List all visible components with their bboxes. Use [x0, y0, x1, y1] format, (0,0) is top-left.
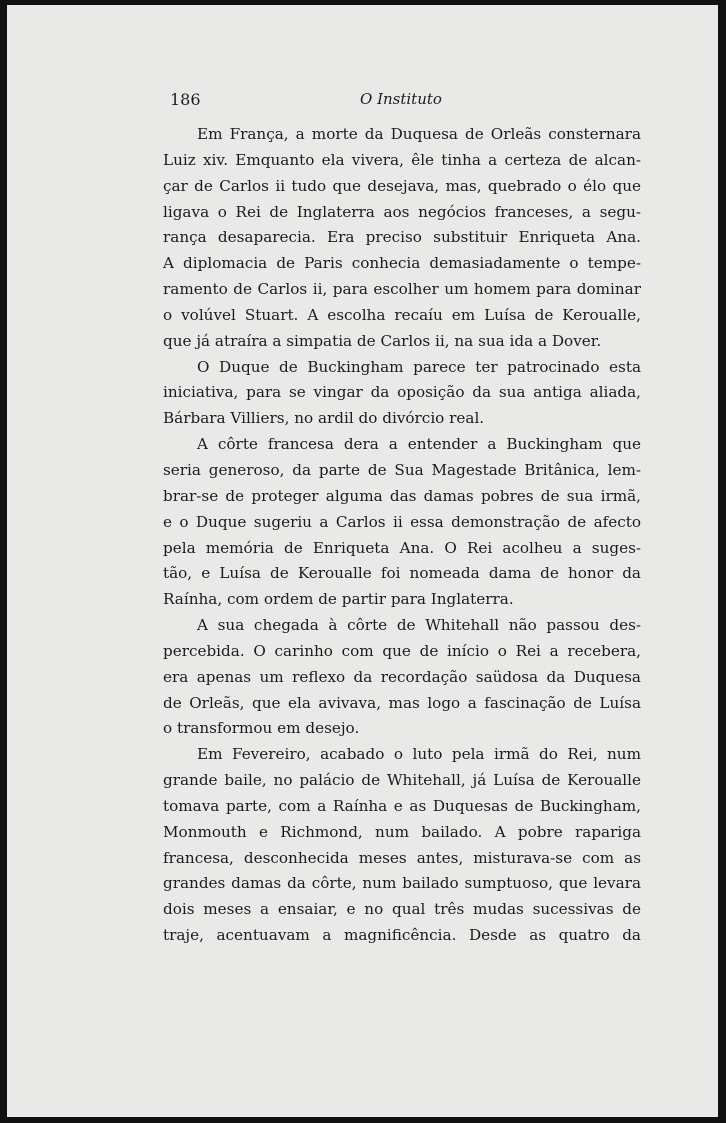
text-line: pela memória de Enriqueta Ana. O Rei acolheu a suges-	[163, 538, 641, 557]
text-line: Em França, a morte da Duquesa de Orleãs consternara	[197, 125, 641, 143]
text-line: o transformou em desejo.	[163, 719, 360, 738]
text-line: seria generoso, da parte de Sua Magestade Britânica, lem-	[163, 460, 641, 479]
text-line: tomava parte, com a Raínha e as Duquesas de Buckingham,	[163, 796, 641, 815]
text-line: A sua chegada à côrte de Whitehall não passou des-	[197, 616, 641, 635]
text-line: dois meses a ensaiar, e no qual três mudas sucessivas de	[163, 900, 641, 919]
text-line: çar de Carlos ii tudo que desejava, mas, quebrado o élo que	[163, 176, 641, 195]
body-text	[163, 122, 641, 949]
text-line: o volúvel Stuart. A escolha recaíu em Luísa de Keroualle,	[163, 305, 641, 324]
text-line: brar-se de proteger alguma das damas pobres de sua irmã,	[163, 486, 641, 505]
text-line: Em Fevereiro, acabado o luto pela irmã do Rei, num	[197, 745, 641, 764]
text-line: percebida. O carinho com que de início o Rei a recebera,	[163, 641, 641, 660]
text-line: O Duque de Buckingham parece ter patrocinado esta	[197, 357, 641, 376]
text-line: rança desaparecia. Era preciso substituir Enriqueta Ana.	[163, 228, 641, 247]
paragraph	[163, 742, 641, 949]
text-line: era apenas um reflexo da recordação saüdosa da Duquesa	[163, 667, 641, 686]
text-line: e o Duque sugeriu a Carlos ii essa demonstração de afecto	[163, 512, 641, 531]
paragraph	[163, 613, 641, 742]
text-line: ligava o Rei de Inglaterra aos negócios franceses, a segu-	[163, 202, 641, 221]
text-line: Raínha, com ordem de partir para Inglaterra.	[163, 590, 514, 609]
paragraph	[163, 355, 641, 433]
page-number: 186	[170, 90, 201, 109]
text-line: grande baile, no palácio de Whitehall, já Luísa de Keroualle	[163, 771, 641, 790]
text-line: A côrte francesa dera a entender a Buckingham que	[197, 435, 641, 454]
text-line: tão, e Luísa de Keroualle foi nomeada dama de honor da	[163, 564, 641, 583]
running-title: O Instituto	[360, 90, 442, 108]
text-line: A diplomacia de Paris conhecia demasiadamente o tempe-	[163, 254, 641, 273]
text-line: iniciativa, para se vingar da oposição da sua antiga aliada,	[163, 383, 641, 402]
text-line: Luiz xiv. Emquanto ela vivera, êle tinha a certeza de alcan-	[163, 150, 641, 169]
text-line: grandes damas da côrte, num bailado sumptuoso, que levara	[163, 874, 641, 893]
text-line: Monmouth e Richmond, num bailado. A pobre rapariga	[163, 822, 641, 841]
text-line: Bárbara Villiers, no ardil do divórcio real.	[163, 409, 485, 428]
page-header	[170, 90, 650, 116]
paragraph	[163, 122, 641, 355]
text-line: francesa, desconhecida meses antes, misturava-se com as	[163, 848, 641, 867]
text-line: que já atraíra a simpatia de Carlos ii, na sua ida a Dover.	[163, 331, 602, 350]
text-line: traje, acentuavam a magnificência. Desde as quatro da	[163, 926, 641, 945]
text-line: ramento de Carlos ii, para escolher um homem para dominar	[163, 280, 641, 299]
paragraph	[163, 432, 641, 613]
text-line: de Orleãs, que ela avivava, mas logo a fascinação de Luísa	[163, 693, 641, 712]
